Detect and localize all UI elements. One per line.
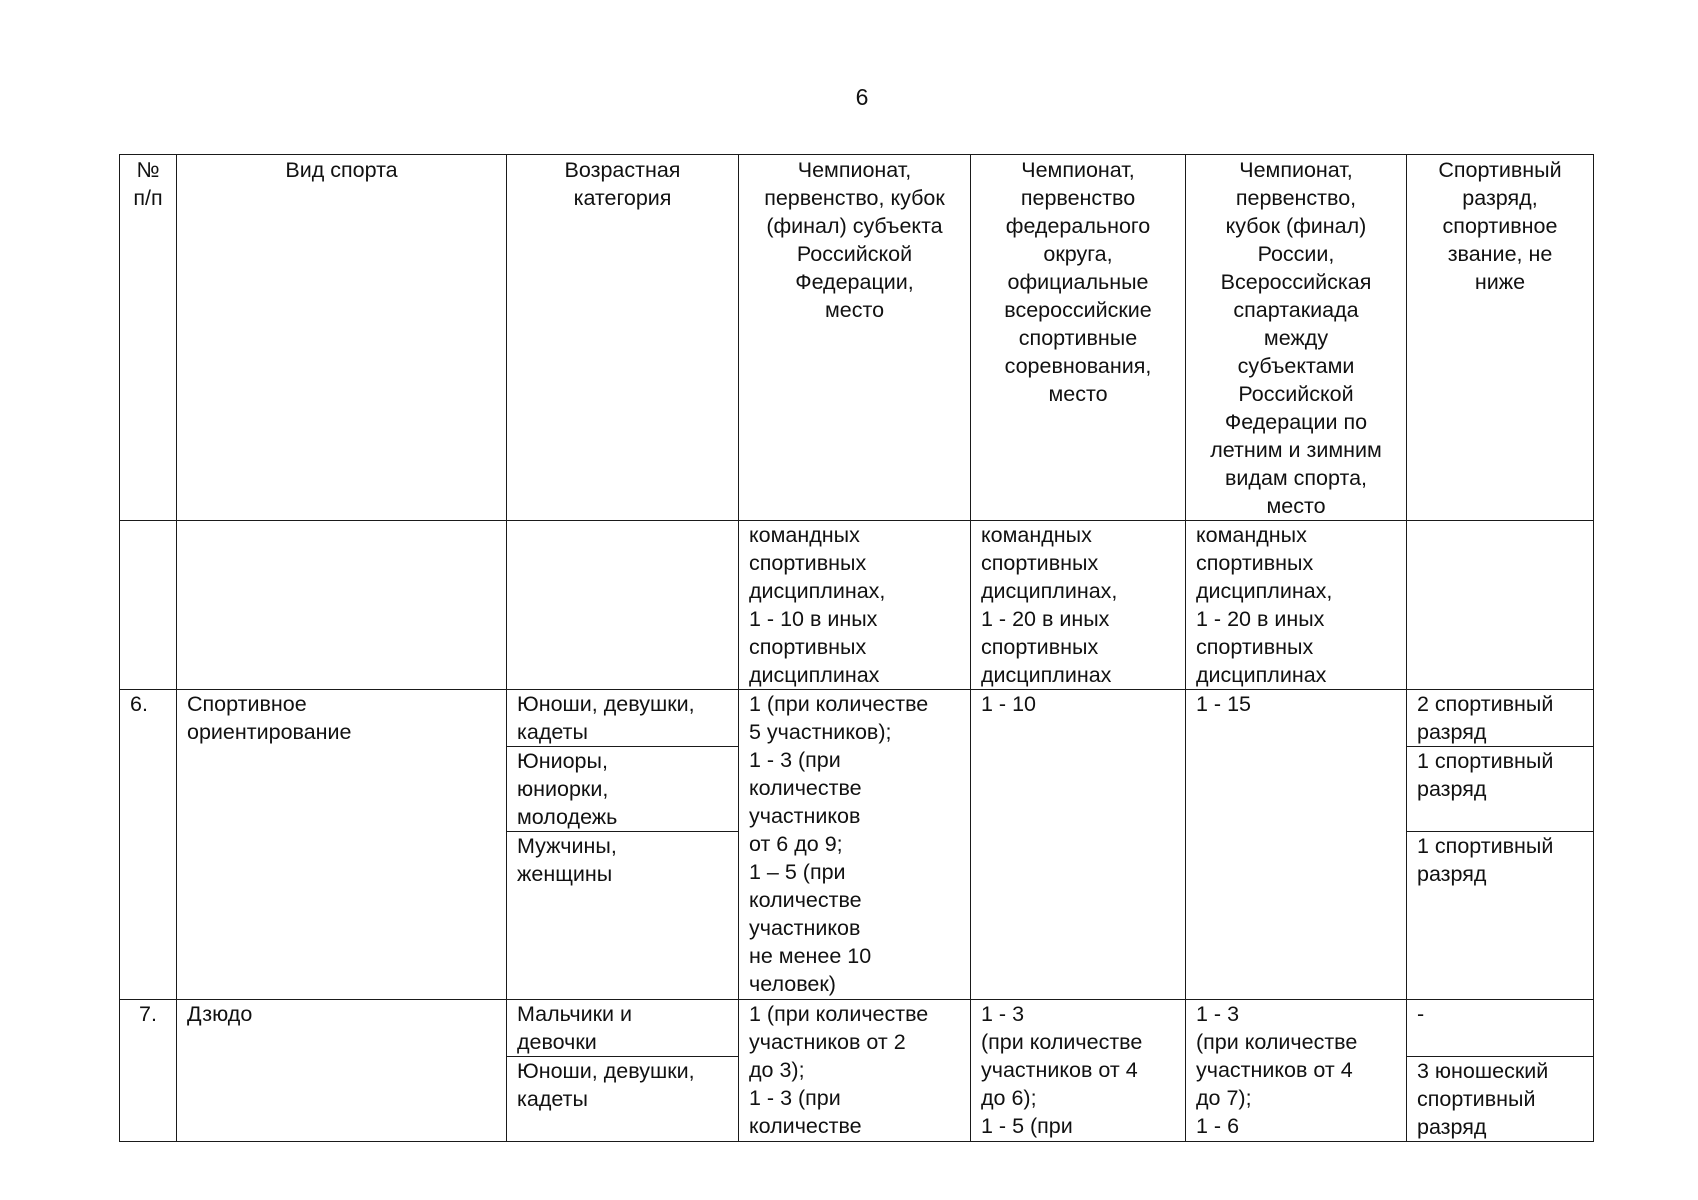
sport-name: Дзюдо (177, 1000, 507, 1142)
continuation-federal: командных спортивных дисциплинах, 1 - 20 в иных спортивных дисциплинах (971, 521, 1186, 690)
table-row (120, 690, 1594, 747)
continuation-sport (177, 521, 507, 690)
sports-ranking-table (119, 154, 1594, 1142)
header-federal-district: Чемпионат, первенство федерального округа, официальные всероссийские спортивные соревнования, место (971, 155, 1186, 521)
regional-place: 1 (при количестве 5 участников); 1 - 3 (при количестве участников от 6 до 9; 1 – 5 (при количестве участников не менее 10 человек) (739, 690, 971, 1000)
row-number: 6. (120, 690, 177, 1000)
table-row (120, 1000, 1594, 1057)
sport-rank: - (1407, 1000, 1594, 1057)
age-category: Юниоры, юниорки, молодежь (507, 747, 739, 832)
row-number: 7. (120, 1000, 177, 1142)
continuation-russia: командных спортивных дисциплинах, 1 - 20 в иных спортивных дисциплинах (1186, 521, 1407, 690)
age-category: Мужчины, женщины (507, 832, 739, 1000)
header-sport-rank: Спортивный разряд, спортивное звание, не ниже (1407, 155, 1594, 521)
continuation-num (120, 521, 177, 690)
age-category: Юноши, девушки, кадеты (507, 1057, 739, 1142)
sport-rank: 1 спортивный разряд (1407, 832, 1594, 1000)
federal-place: 1 - 10 (971, 690, 1186, 1000)
continuation-age (507, 521, 739, 690)
header-regional-championship: Чемпионат, первенство, кубок (финал) субъекта Российской Федерации, место (739, 155, 971, 521)
continuation-regional: командных спортивных дисциплинах, 1 - 10 в иных спортивных дисциплинах (739, 521, 971, 690)
continuation-row (120, 521, 1594, 690)
header-num: № п/п (120, 155, 177, 521)
sport-name: Спортивное ориентирование (177, 690, 507, 1000)
header-russia-championship: Чемпионат, первенство, кубок (финал) России, Всероссийская спартакиада между субъектами Российской Федерации по летним и зимним видам спорта, место (1186, 155, 1407, 521)
regional-place: 1 (при количестве участников от 2 до 3); 1 - 3 (при количестве (739, 1000, 971, 1142)
continuation-rank (1407, 521, 1594, 690)
table-header-row (120, 155, 1594, 521)
age-category: Юноши, девушки, кадеты (507, 690, 739, 747)
age-category: Мальчики и девочки (507, 1000, 739, 1057)
page-number: 6 (855, 84, 869, 110)
header-sport: Вид спорта (177, 155, 507, 521)
russia-place: 1 - 3 (при количестве участников от 4 до 7); 1 - 6 (1186, 1000, 1407, 1142)
sport-rank: 1 спортивный разряд (1407, 747, 1594, 832)
sport-rank: 3 юношеский спортивный разряд (1407, 1057, 1594, 1142)
federal-place: 1 - 3 (при количестве участников от 4 до 6); 1 - 5 (при (971, 1000, 1186, 1142)
sport-rank: 2 спортивный разряд (1407, 690, 1594, 747)
russia-place: 1 - 15 (1186, 690, 1407, 1000)
header-age-category: Возрастная категория (507, 155, 739, 521)
